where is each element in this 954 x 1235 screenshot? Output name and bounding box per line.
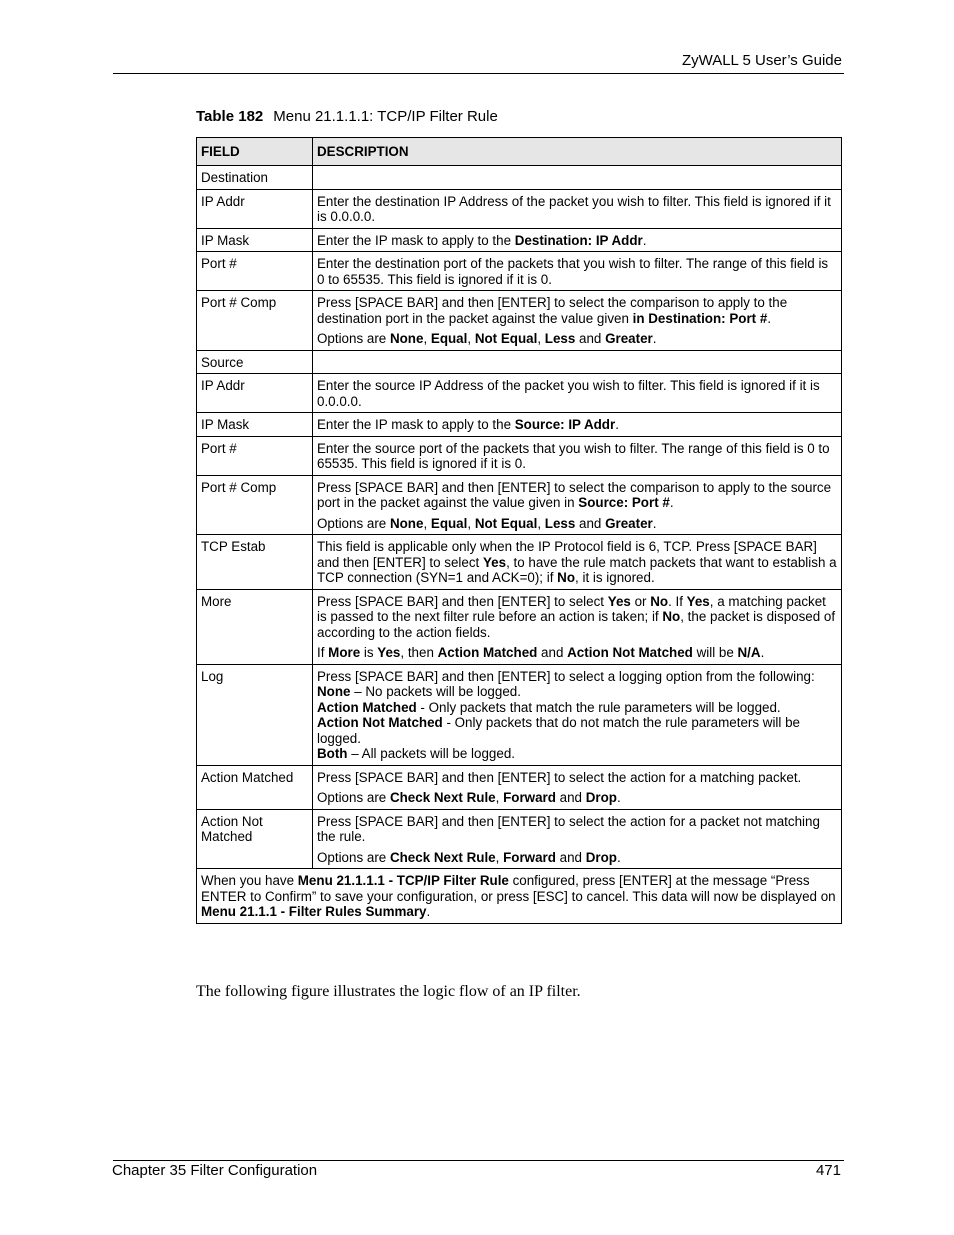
description-cell — [313, 589, 842, 664]
table-caption-title: Menu 21.1.1.1: TCP/IP Filter Rule — [273, 108, 498, 125]
description-cell — [313, 413, 842, 437]
description-paragraph: Options are Check Next Rule, Forward and Drop. — [317, 849, 621, 865]
description-cell — [313, 228, 842, 252]
table-row — [197, 374, 842, 413]
description-paragraph: Options are None, Equal, Not Equal, Less and Greater. — [317, 515, 657, 531]
description-paragraph: Enter the IP mask to apply to the Destination: IP Addr. — [317, 232, 647, 248]
table-note-row — [197, 869, 842, 924]
description-paragraph: Press [SPACE BAR] and then [ENTER] to select the action for a packet not matching the rule. — [317, 813, 820, 844]
field-cell: Port # Comp — [197, 291, 313, 351]
description-cell — [313, 535, 842, 590]
description-cell — [313, 809, 842, 869]
table-body — [197, 166, 842, 924]
footer-divider — [113, 1160, 844, 1161]
table-row — [197, 535, 842, 590]
field-cell: Destination — [197, 166, 313, 190]
description-paragraph: Enter the source port of the packets that you wish to filter. The range of this field is 0 to 65535. This field is ignored if it is 0. — [317, 440, 830, 471]
table-row — [197, 475, 842, 535]
description-paragraph: Press [SPACE BAR] and then [ENTER] to select a logging option from the following: — [317, 668, 815, 684]
field-cell: TCP Estab — [197, 535, 313, 590]
field-cell: Log — [197, 664, 313, 765]
description-paragraph: Options are None, Equal, Not Equal, Less and Greater. — [317, 331, 657, 346]
table-row — [197, 252, 842, 291]
description-paragraph: Press [SPACE BAR] and then [ENTER] to select the comparison to apply to the destination port in the packet against the value given in Destination: Port #. — [317, 295, 788, 326]
field-cell: IP Addr — [197, 189, 313, 228]
field-cell: Action Not Matched — [197, 809, 313, 869]
description-paragraph: Action Matched - Only packets that match the rule parameters will be logged. — [317, 699, 781, 715]
table-caption-number: Table 182 — [196, 108, 264, 125]
description-column-header: DESCRIPTION — [313, 138, 842, 166]
field-cell: Port # — [197, 436, 313, 475]
chapter-title: Chapter 35 Filter Configuration — [112, 1162, 318, 1179]
field-cell: Port # Comp — [197, 475, 313, 535]
description-paragraph: Enter the destination port of the packets that you wish to filter. The range of this field is 0 to 65535. This field is ignored if it is 0. — [317, 256, 829, 287]
description-cell — [313, 374, 842, 413]
description-paragraph: Press [SPACE BAR] and then [ENTER] to select the comparison to apply to the source port in the packet against the value given in Source: Port #. — [317, 479, 832, 510]
field-cell: IP Addr — [197, 374, 313, 413]
description-cell — [313, 436, 842, 475]
field-cell: Source — [197, 350, 313, 374]
description-paragraph: Enter the source IP Address of the packet you wish to filter. This field is ignored if it is 0.0.0.0. — [317, 378, 820, 409]
table-row — [197, 350, 842, 374]
description-cell — [313, 189, 842, 228]
table-header-row — [197, 138, 842, 166]
description-paragraph: Press [SPACE BAR] and then [ENTER] to select the action for a matching packet. — [317, 769, 802, 785]
description-cell — [313, 475, 842, 535]
description-paragraph: Both – All packets will be logged. — [317, 746, 515, 761]
description-paragraph: Enter the destination IP Address of the packet you wish to filter. This field is ignored if it is 0.0.0.0. — [317, 193, 831, 224]
table-row — [197, 166, 842, 190]
guide-title: ZyWALL 5 User’s Guide — [681, 52, 842, 69]
table-note: When you have Menu 21.1.1.1 - TCP/IP Filter Rule configured, press [ENTER] at the message “Press ENTER to Confirm” to save your configuration, or press [ESC] to cancel. This data will now be displayed on Menu 21.1.1 - Filter Rules Summary. — [197, 869, 842, 924]
description-cell — [313, 765, 842, 809]
table-row — [197, 765, 842, 809]
description-paragraph: Action Not Matched - Only packets that do not match the rule parameters will be logged. — [317, 715, 800, 746]
table-row — [197, 589, 842, 664]
table-row — [197, 189, 842, 228]
description-paragraph: Press [SPACE BAR] and then [ENTER] to select Yes or No. If Yes, a matching packet is passed to the next filter rule before an action is taken; if No, the packet is disposed of according to the action fields. — [317, 593, 836, 640]
body-paragraph: The following figure illustrates the logic flow of an IP filter. — [196, 983, 581, 1000]
table-row — [197, 413, 842, 437]
description-cell — [313, 350, 842, 374]
table-row — [197, 228, 842, 252]
field-column-header: FIELD — [197, 138, 313, 166]
header-divider — [113, 73, 844, 74]
page-number: 471 — [815, 1162, 841, 1179]
field-cell: Port # — [197, 252, 313, 291]
description-paragraph: None – No packets will be logged. — [317, 684, 521, 699]
table-row — [197, 664, 842, 765]
description-cell — [313, 166, 842, 190]
table-row — [197, 809, 842, 869]
field-cell: IP Mask — [197, 228, 313, 252]
table-row — [197, 436, 842, 475]
field-cell: IP Mask — [197, 413, 313, 437]
table-row — [197, 291, 842, 351]
field-cell: More — [197, 589, 313, 664]
description-paragraph: Enter the IP mask to apply to the Source: IP Addr. — [317, 417, 619, 432]
field-cell: Action Matched — [197, 765, 313, 809]
filter-rule-table — [196, 137, 842, 924]
table-caption — [196, 108, 498, 126]
description-paragraph: This field is applicable only when the IP Protocol field is 6, TCP. Press [SPACE BAR] and then [ENTER] to select Yes, to have the rule match packets that want to establish a TCP connection (SYN=1 and ACK=0); if No, it is ignored. — [317, 539, 837, 585]
description-cell — [313, 291, 842, 351]
description-paragraph: Options are Check Next Rule, Forward and Drop. — [317, 790, 621, 805]
description-paragraph: If More is Yes, then Action Matched and Action Not Matched will be N/A. — [317, 645, 765, 660]
description-cell — [313, 664, 842, 765]
description-cell — [313, 252, 842, 291]
